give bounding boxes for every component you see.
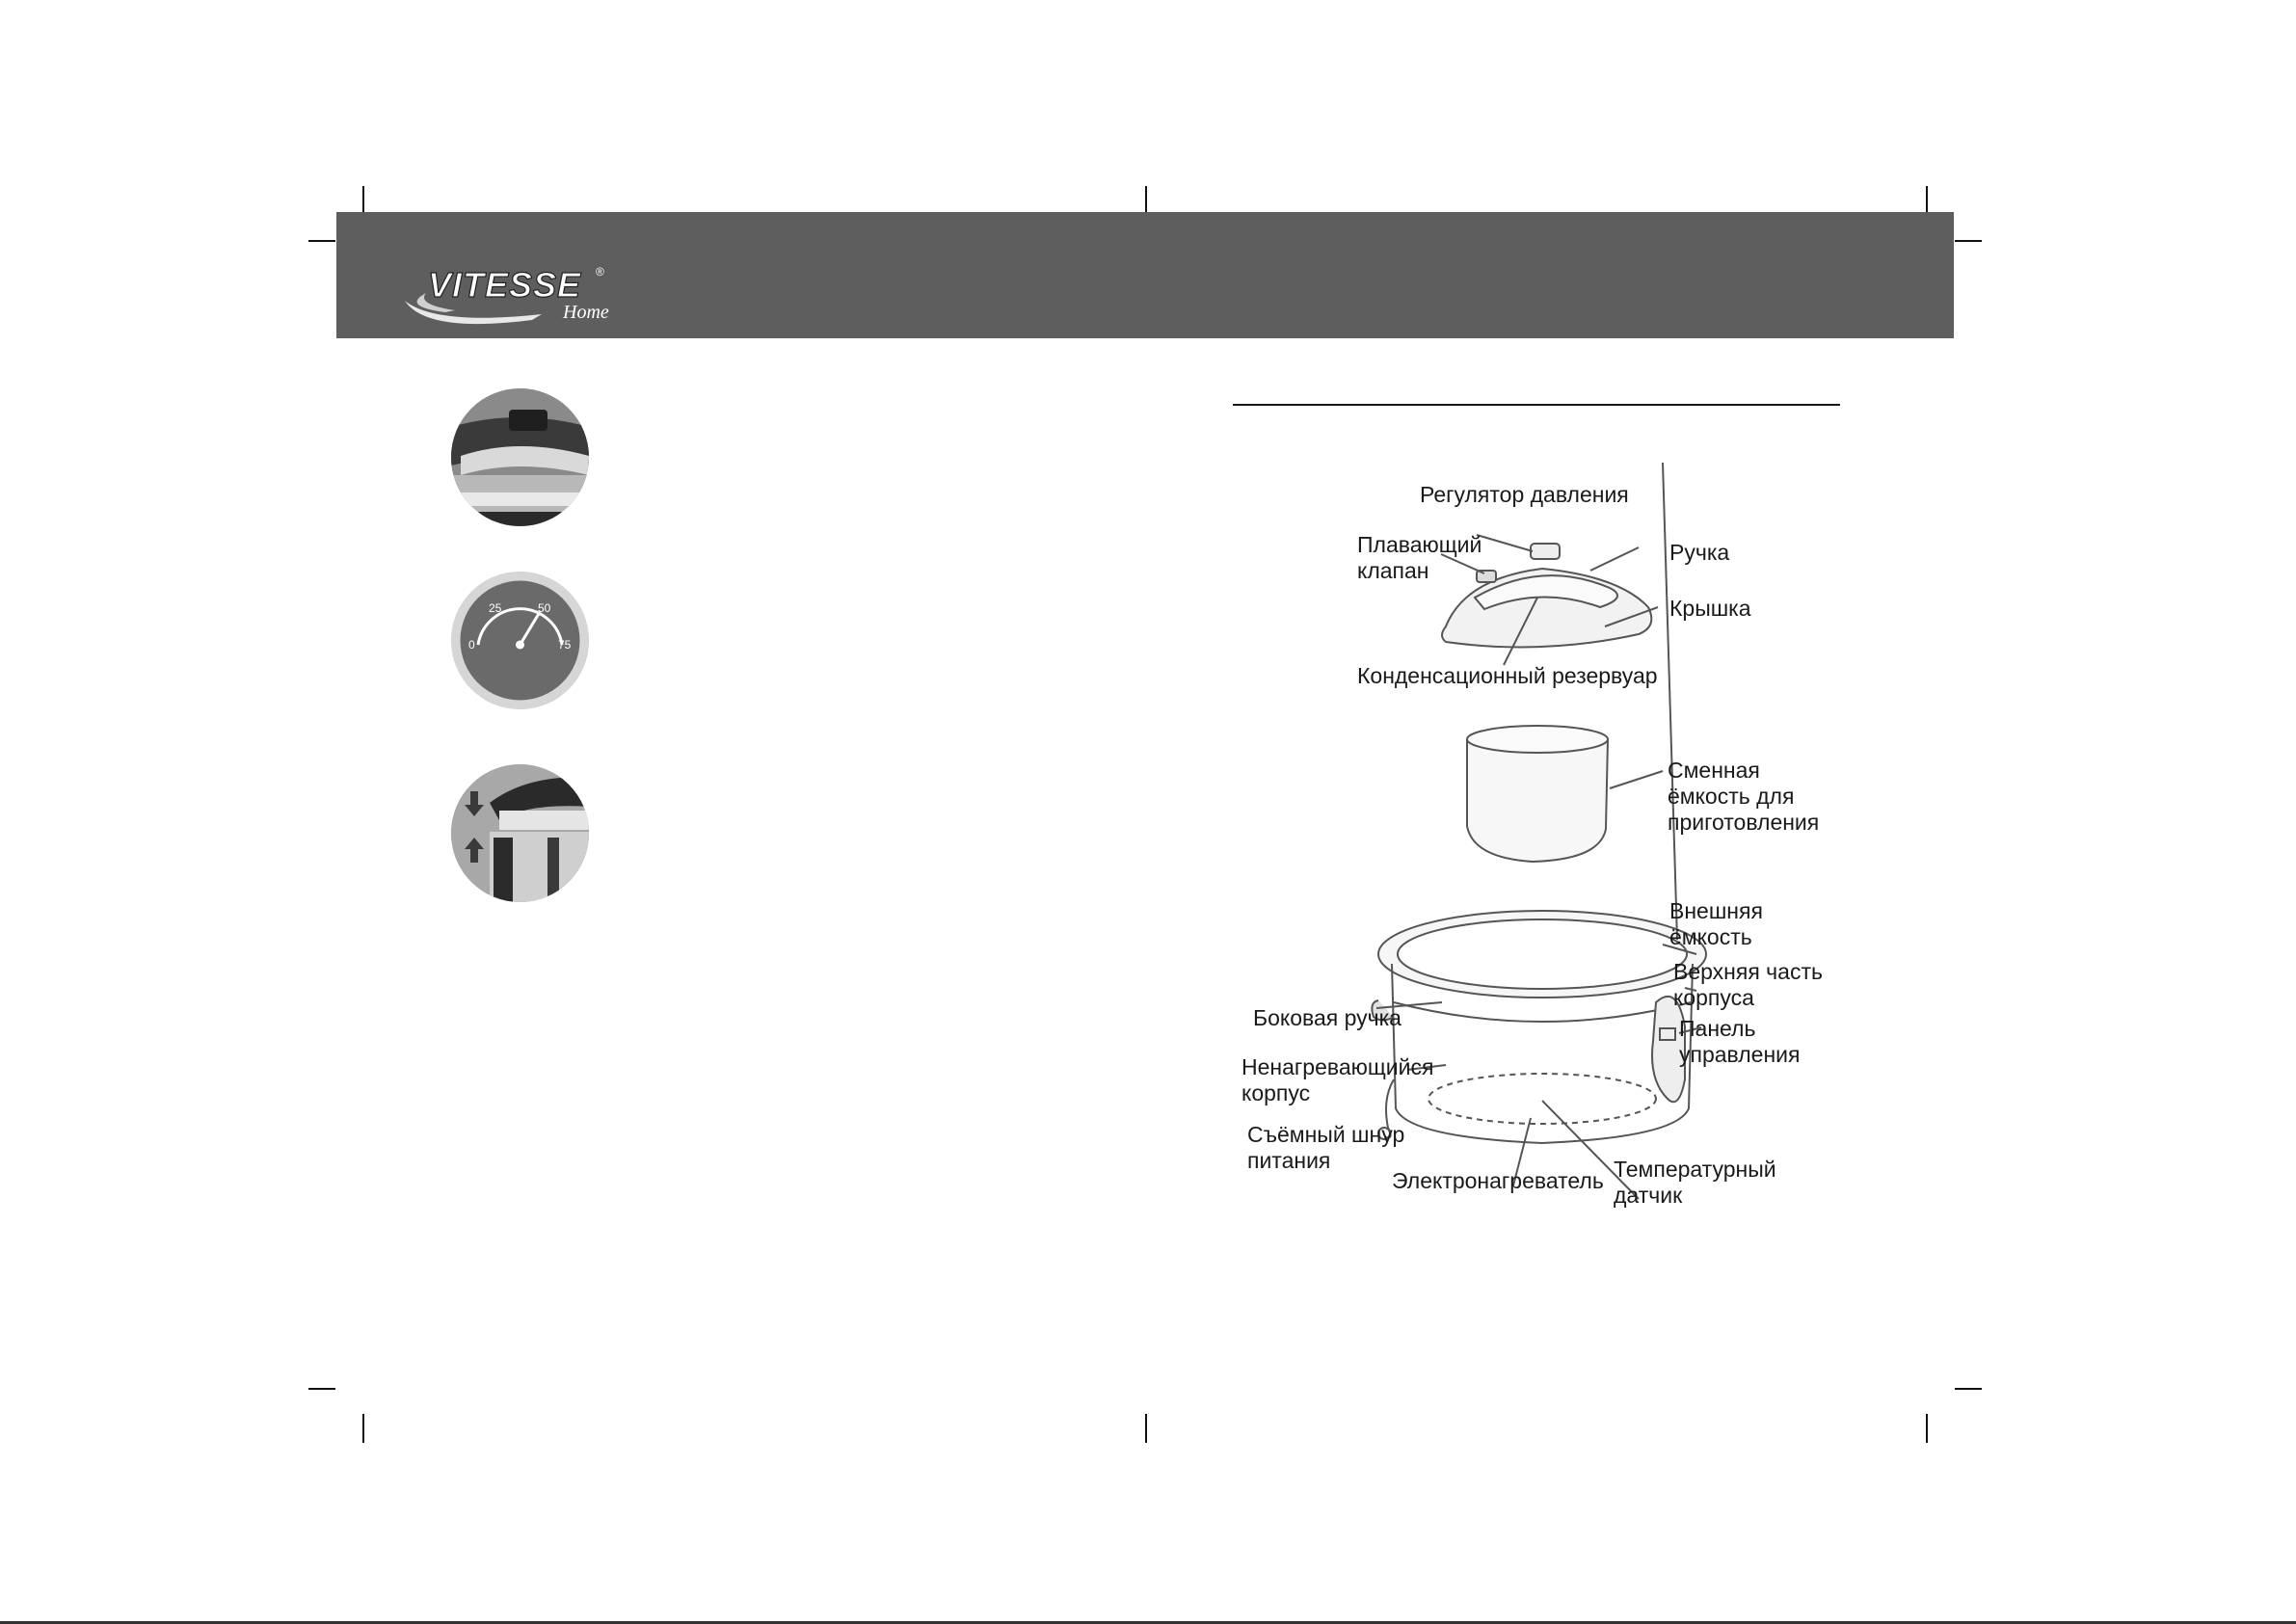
label-lid: Крышка (1669, 596, 1751, 621)
gauge-tick: 50 (538, 601, 551, 615)
label-temp-sensor: Температурный датчик (1614, 1157, 1776, 1208)
crop-mark (1145, 186, 1147, 213)
gauge-tick: 75 (558, 638, 572, 652)
label-side-handle: Боковая ручка (1253, 1005, 1402, 1030)
pressure-cooker-diagram (1224, 463, 1860, 1234)
crop-mark (308, 1388, 335, 1390)
label-removable-bowl: Сменная ёмкость для приготовления (1668, 758, 1820, 835)
crop-mark (1926, 1414, 1928, 1443)
brand-tagline: Home (563, 302, 609, 323)
gauge-tick: 0 (468, 638, 475, 652)
crop-mark (1955, 240, 1982, 242)
crop-mark (1145, 1414, 1147, 1443)
label-cool-body: Ненагревающийся корпус (1241, 1054, 1434, 1105)
crop-mark (308, 240, 335, 242)
brand-name: VITESSE (428, 265, 582, 305)
crop-mark (1926, 186, 1928, 213)
label-upper-body: Верхняя часть корпуса (1673, 959, 1823, 1010)
gauge-tick: 25 (489, 601, 502, 615)
label-heater: Электронагреватель (1392, 1168, 1604, 1193)
label-pressure-regulator: Регулятор давления (1420, 482, 1629, 507)
vitesse-logo (397, 254, 638, 332)
label-outer-container: Внешняя ёмкость (1669, 898, 1763, 949)
crop-mark (362, 1414, 364, 1443)
diagram-drawing (1224, 463, 1860, 1234)
label-control-panel: Панель управления (1679, 1016, 1801, 1067)
pressure-gauge-icon (451, 572, 589, 709)
crop-mark (362, 186, 364, 213)
section-rule (1233, 404, 1840, 406)
registered-mark: ® (596, 265, 604, 279)
label-float-valve: Плавающий клапан (1357, 532, 1482, 583)
lid-valve-photo (451, 388, 589, 526)
label-power-cord: Съёмный шнур питания (1247, 1122, 1405, 1173)
crop-mark (1955, 1388, 1982, 1390)
lid-closing-photo (451, 764, 589, 902)
label-handle: Ручка (1669, 540, 1730, 565)
label-condensation-reservoir: Конденсационный резервуар (1357, 663, 1658, 688)
